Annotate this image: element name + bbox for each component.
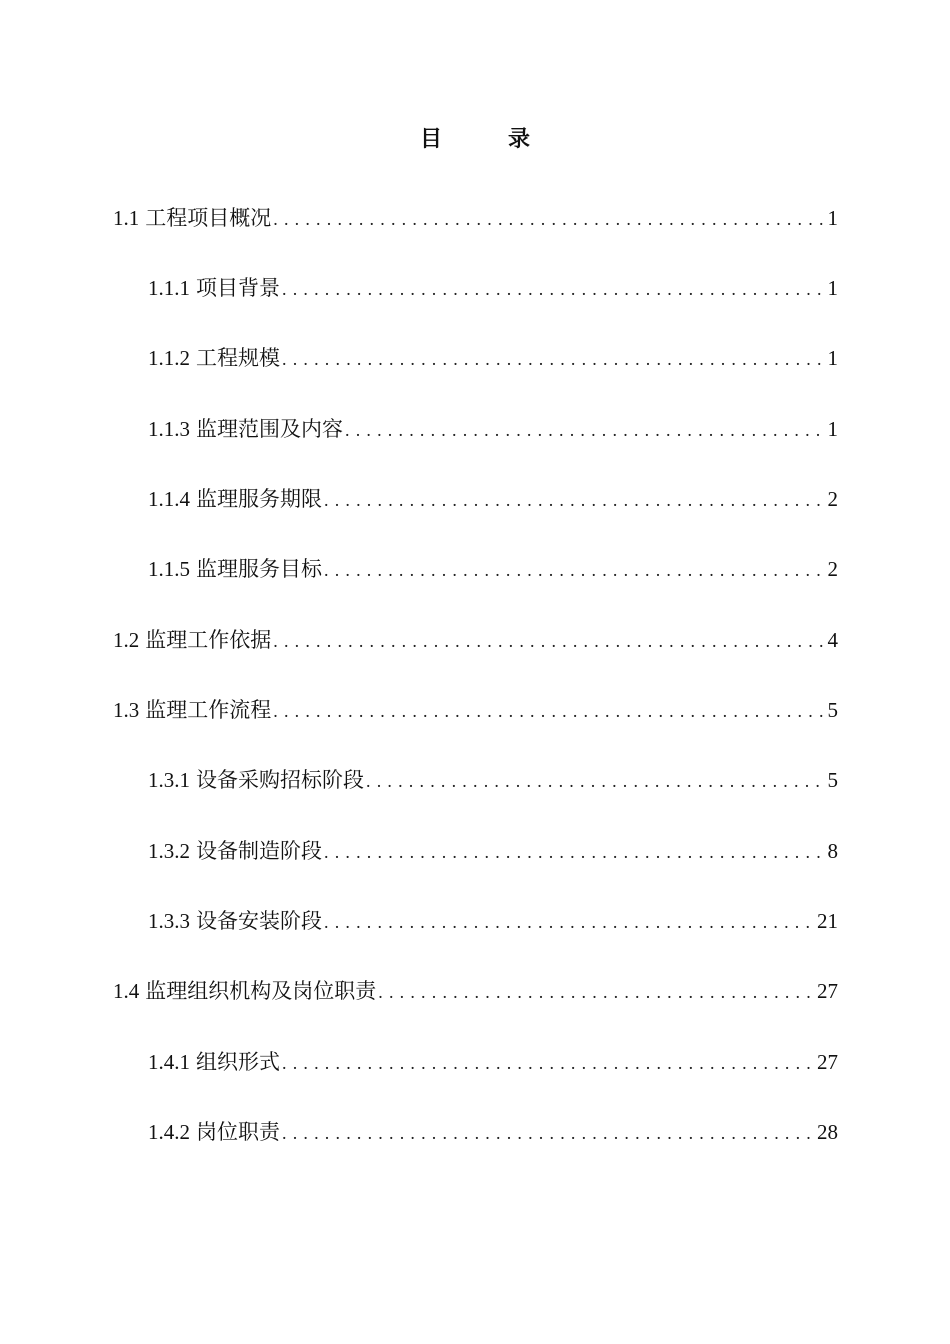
- toc-dot-leader: [280, 1118, 815, 1148]
- toc-entry[interactable]: [148, 484, 838, 514]
- toc-entry-text: 设备采购招标阶段: [196, 768, 364, 792]
- toc-entry-number: 1.1.2: [148, 346, 190, 370]
- toc-entry-page: 5: [827, 698, 838, 722]
- toc-entry-page: 5: [827, 768, 838, 792]
- toc-entry-page: 2: [827, 487, 838, 511]
- toc-entry[interactable]: [148, 1117, 838, 1147]
- toc-dot-leader: [271, 204, 825, 234]
- toc-entry-text: 组织形式: [196, 1050, 280, 1074]
- toc-entry-text: 监理工作依据: [145, 628, 272, 652]
- toc-entry[interactable]: [148, 414, 838, 444]
- toc-entry[interactable]: [113, 695, 838, 725]
- toc-dot-leader: [322, 555, 826, 585]
- toc-entry-number: 1.1.3: [148, 417, 190, 441]
- toc-entry-page: 2: [827, 557, 838, 581]
- toc-entry-number: 1.4.1: [148, 1050, 190, 1074]
- toc-dot-leader: [322, 907, 815, 937]
- toc-entry-text: 设备安装阶段: [196, 909, 322, 933]
- toc-entry-page: 1: [827, 417, 838, 441]
- toc-dot-leader: [322, 485, 826, 515]
- toc-entry-text: 工程项目概况: [145, 206, 272, 230]
- toc-entry[interactable]: [148, 1047, 838, 1077]
- toc-entry[interactable]: [113, 976, 838, 1006]
- toc-entry-text: 工程规模: [196, 346, 280, 370]
- toc-dot-leader: [376, 977, 815, 1007]
- toc-entry-text: 监理服务目标: [196, 557, 322, 581]
- toc-entry[interactable]: [148, 906, 838, 936]
- toc-entry-page: 21: [817, 909, 838, 933]
- toc-entry-number: 1.4.2: [148, 1120, 190, 1144]
- toc-entry[interactable]: [148, 836, 838, 866]
- toc-entry[interactable]: [113, 625, 838, 655]
- toc-dot-leader: [271, 696, 825, 726]
- toc-entry-number: 1.4: [113, 979, 140, 1003]
- toc-entry-number: 1.3: [113, 698, 140, 722]
- toc-entry-text: 设备制造阶段: [196, 839, 322, 863]
- toc-title: 目 录: [419, 126, 552, 152]
- toc-entry-page: 4: [827, 628, 838, 652]
- toc-entry-page: 1: [827, 346, 838, 370]
- toc-dot-leader: [322, 837, 826, 867]
- toc-entry-number: 1.3.3: [148, 909, 190, 933]
- toc-entry-text: 监理服务期限: [196, 487, 322, 511]
- toc-entry-text: 岗位职责: [196, 1120, 280, 1144]
- toc-entry[interactable]: [148, 273, 838, 303]
- toc-entry-page: 27: [817, 979, 838, 1003]
- toc-dot-leader: [343, 415, 826, 445]
- toc-entry-number: 1.3.2: [148, 839, 190, 863]
- toc-entry-page: 1: [827, 206, 838, 230]
- toc-dot-leader: [280, 344, 826, 374]
- toc-entry-number: 1.1.4: [148, 487, 190, 511]
- toc-entry-text: 监理组织机构及岗位职责: [145, 979, 377, 1003]
- toc-entry[interactable]: [148, 765, 838, 795]
- toc-entry-number: 1.1.5: [148, 557, 190, 581]
- toc-entry-text: 项目背景: [196, 276, 280, 300]
- toc-entry-page: 8: [827, 839, 838, 863]
- toc-entry-text: 监理工作流程: [145, 698, 272, 722]
- toc-entry-number: 1.1.1: [148, 276, 190, 300]
- toc-entry-text: 监理范围及内容: [196, 417, 343, 441]
- toc-dot-leader: [364, 766, 826, 796]
- toc-entry[interactable]: [148, 554, 838, 584]
- toc-entry-page: 1: [827, 276, 838, 300]
- toc-entry-page: 28: [817, 1120, 838, 1144]
- toc-entry-number: 1.3.1: [148, 768, 190, 792]
- toc-entry-number: 1.1: [113, 206, 140, 230]
- toc-dot-leader: [271, 626, 825, 656]
- toc-entry-number: 1.2: [113, 628, 140, 652]
- toc-entry[interactable]: [148, 343, 838, 373]
- toc-dot-leader: [280, 274, 826, 304]
- toc-entry-page: 27: [817, 1050, 838, 1074]
- toc-dot-leader: [280, 1048, 815, 1078]
- toc-entry[interactable]: [113, 203, 838, 233]
